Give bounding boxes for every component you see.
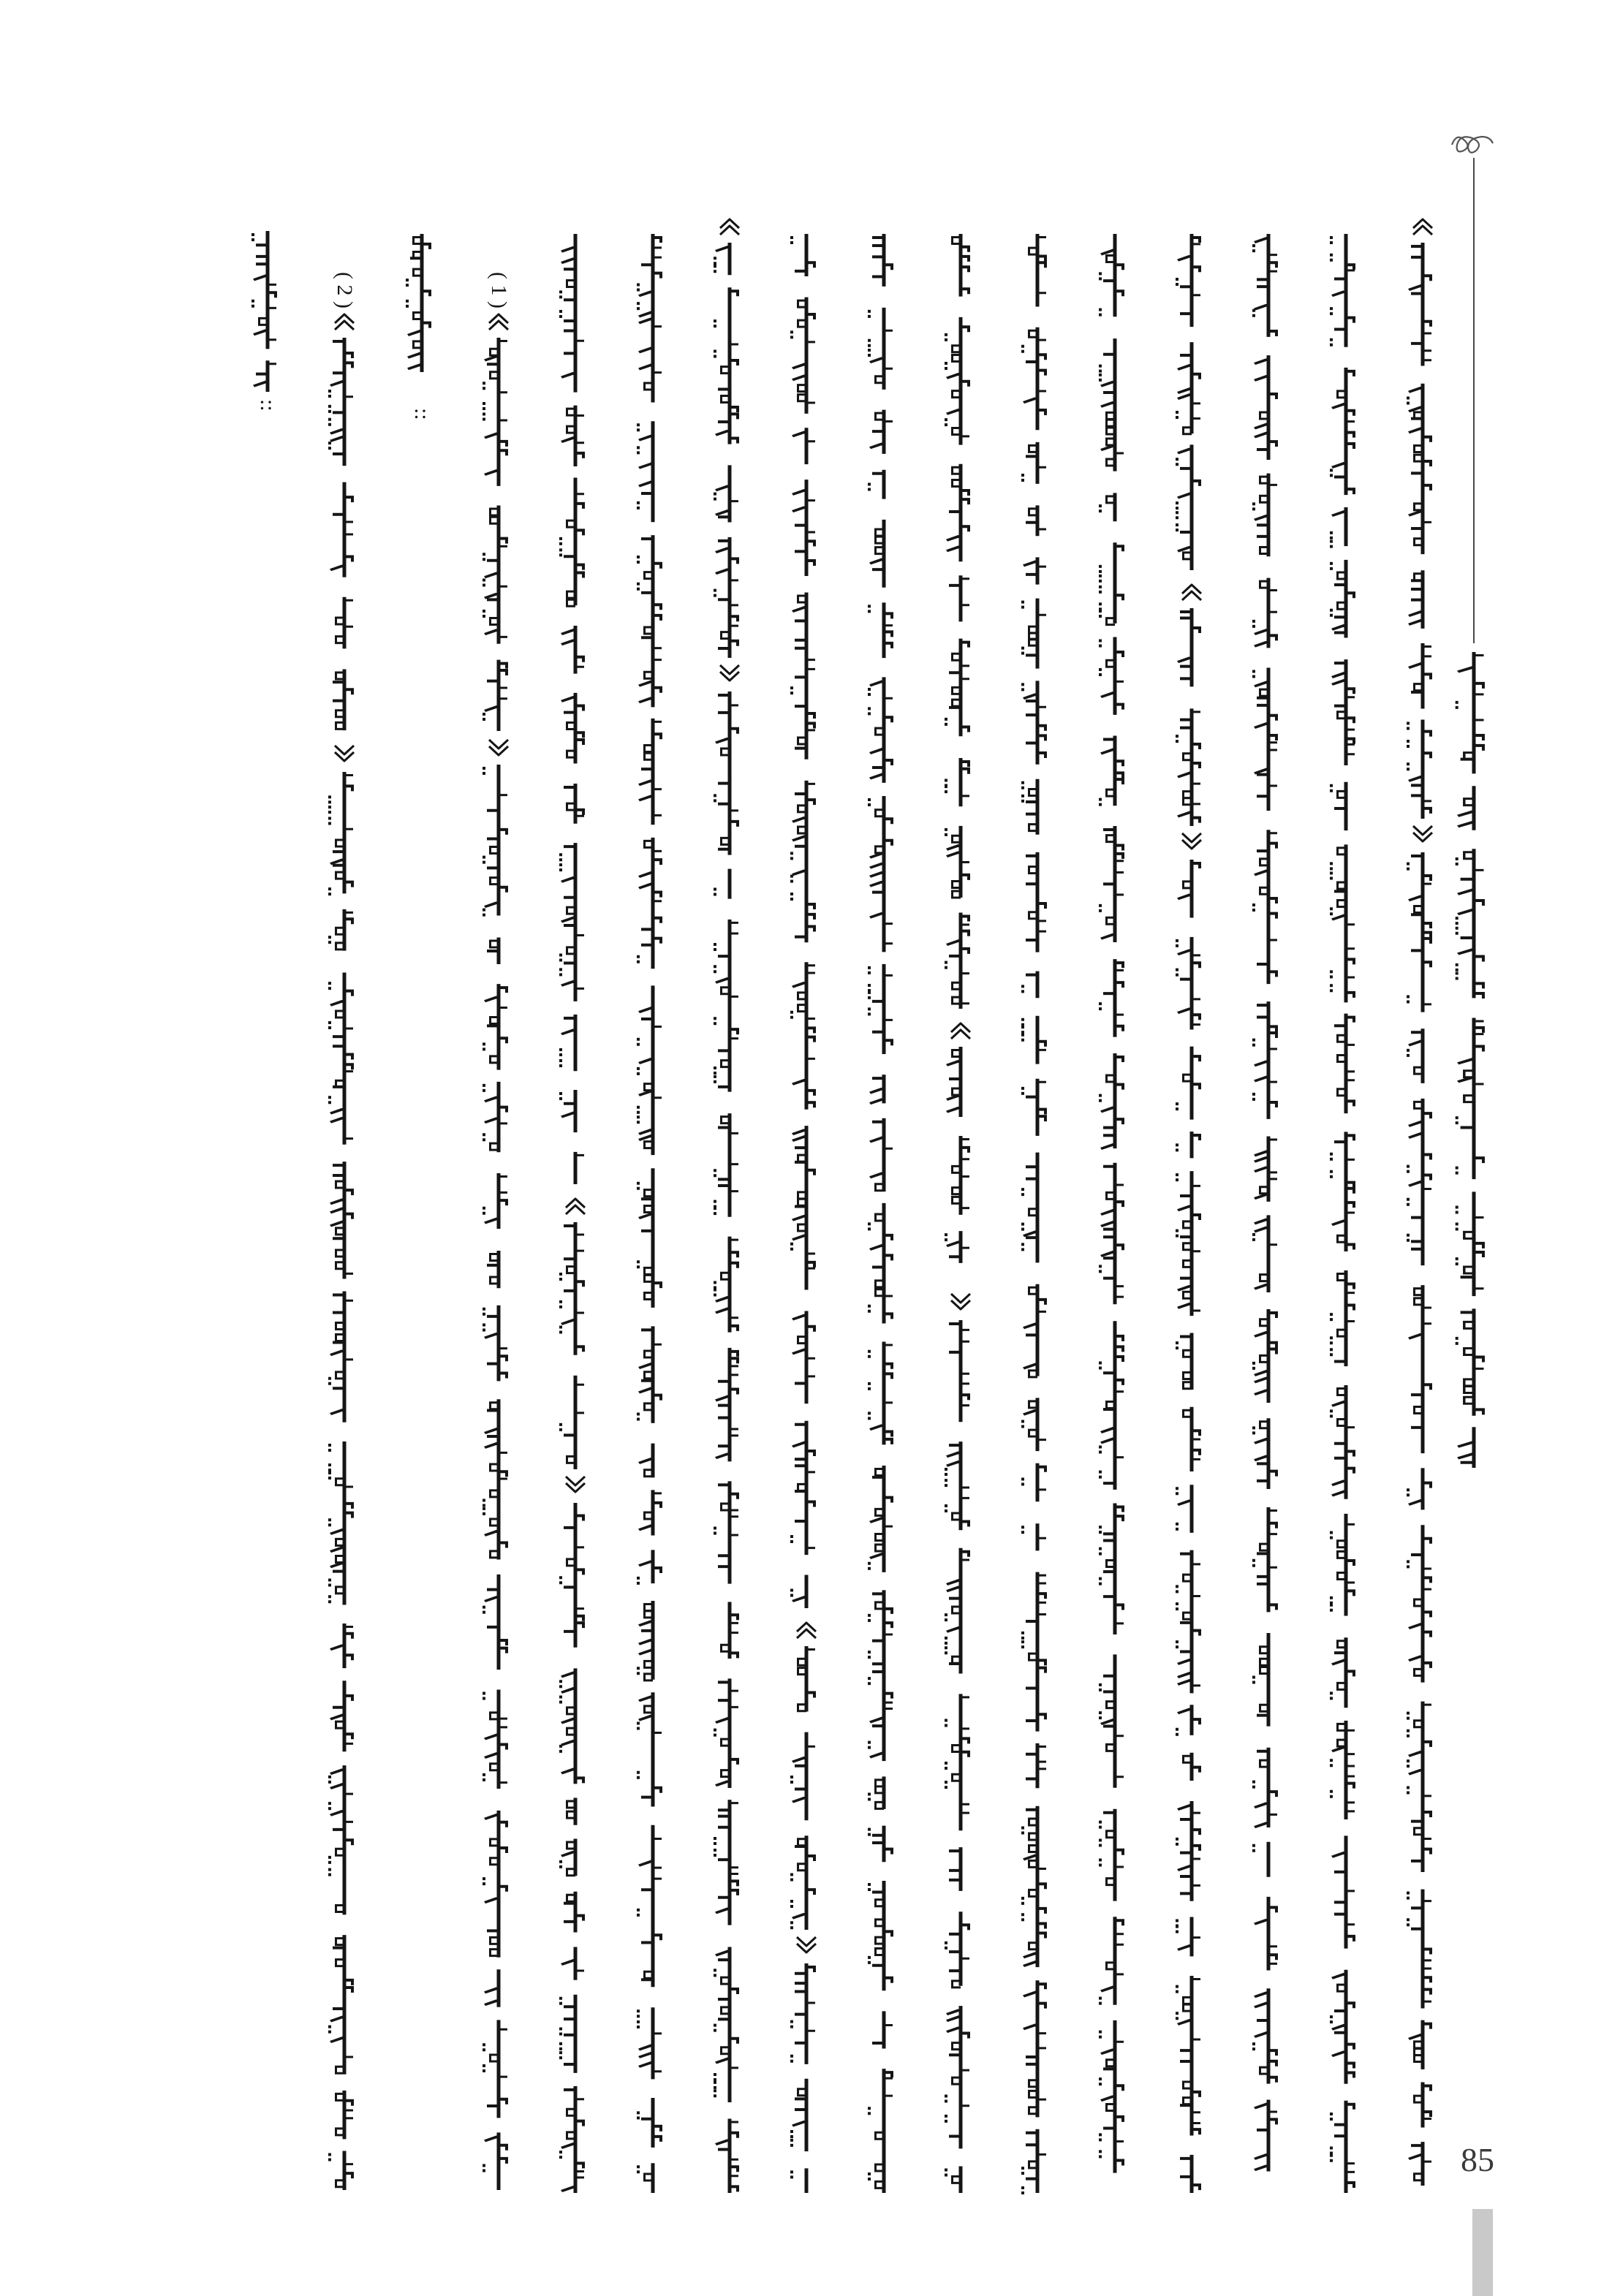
text-column xyxy=(1176,234,1201,2193)
text-column xyxy=(637,234,662,2193)
flourish-icon xyxy=(1452,137,1493,153)
page-number: 85 xyxy=(1461,2141,1494,2178)
text-column xyxy=(1330,234,1355,2193)
text-column xyxy=(714,243,739,2193)
paragraph-end-mark: :: xyxy=(256,399,280,412)
ornament-flourish xyxy=(1452,137,1493,643)
text-column xyxy=(868,234,893,2193)
text-column xyxy=(251,231,277,392)
text-column xyxy=(328,338,354,2190)
paragraph-end-mark: :: xyxy=(410,408,434,420)
page-edge-tab xyxy=(1472,2209,1493,2296)
text-column xyxy=(945,234,970,2193)
text-column xyxy=(1021,234,1047,2194)
running-header xyxy=(1456,652,1485,1468)
text-column xyxy=(406,234,431,372)
text-column xyxy=(1099,234,1124,2173)
text-column xyxy=(559,234,585,2193)
text-column xyxy=(1252,234,1278,2172)
text-column xyxy=(790,234,816,2193)
item-label-1: ( 1 ) xyxy=(487,272,511,308)
text-column xyxy=(483,338,508,2190)
item-label-2: ( 2 ) xyxy=(333,272,357,308)
text-column xyxy=(1407,243,1432,2186)
